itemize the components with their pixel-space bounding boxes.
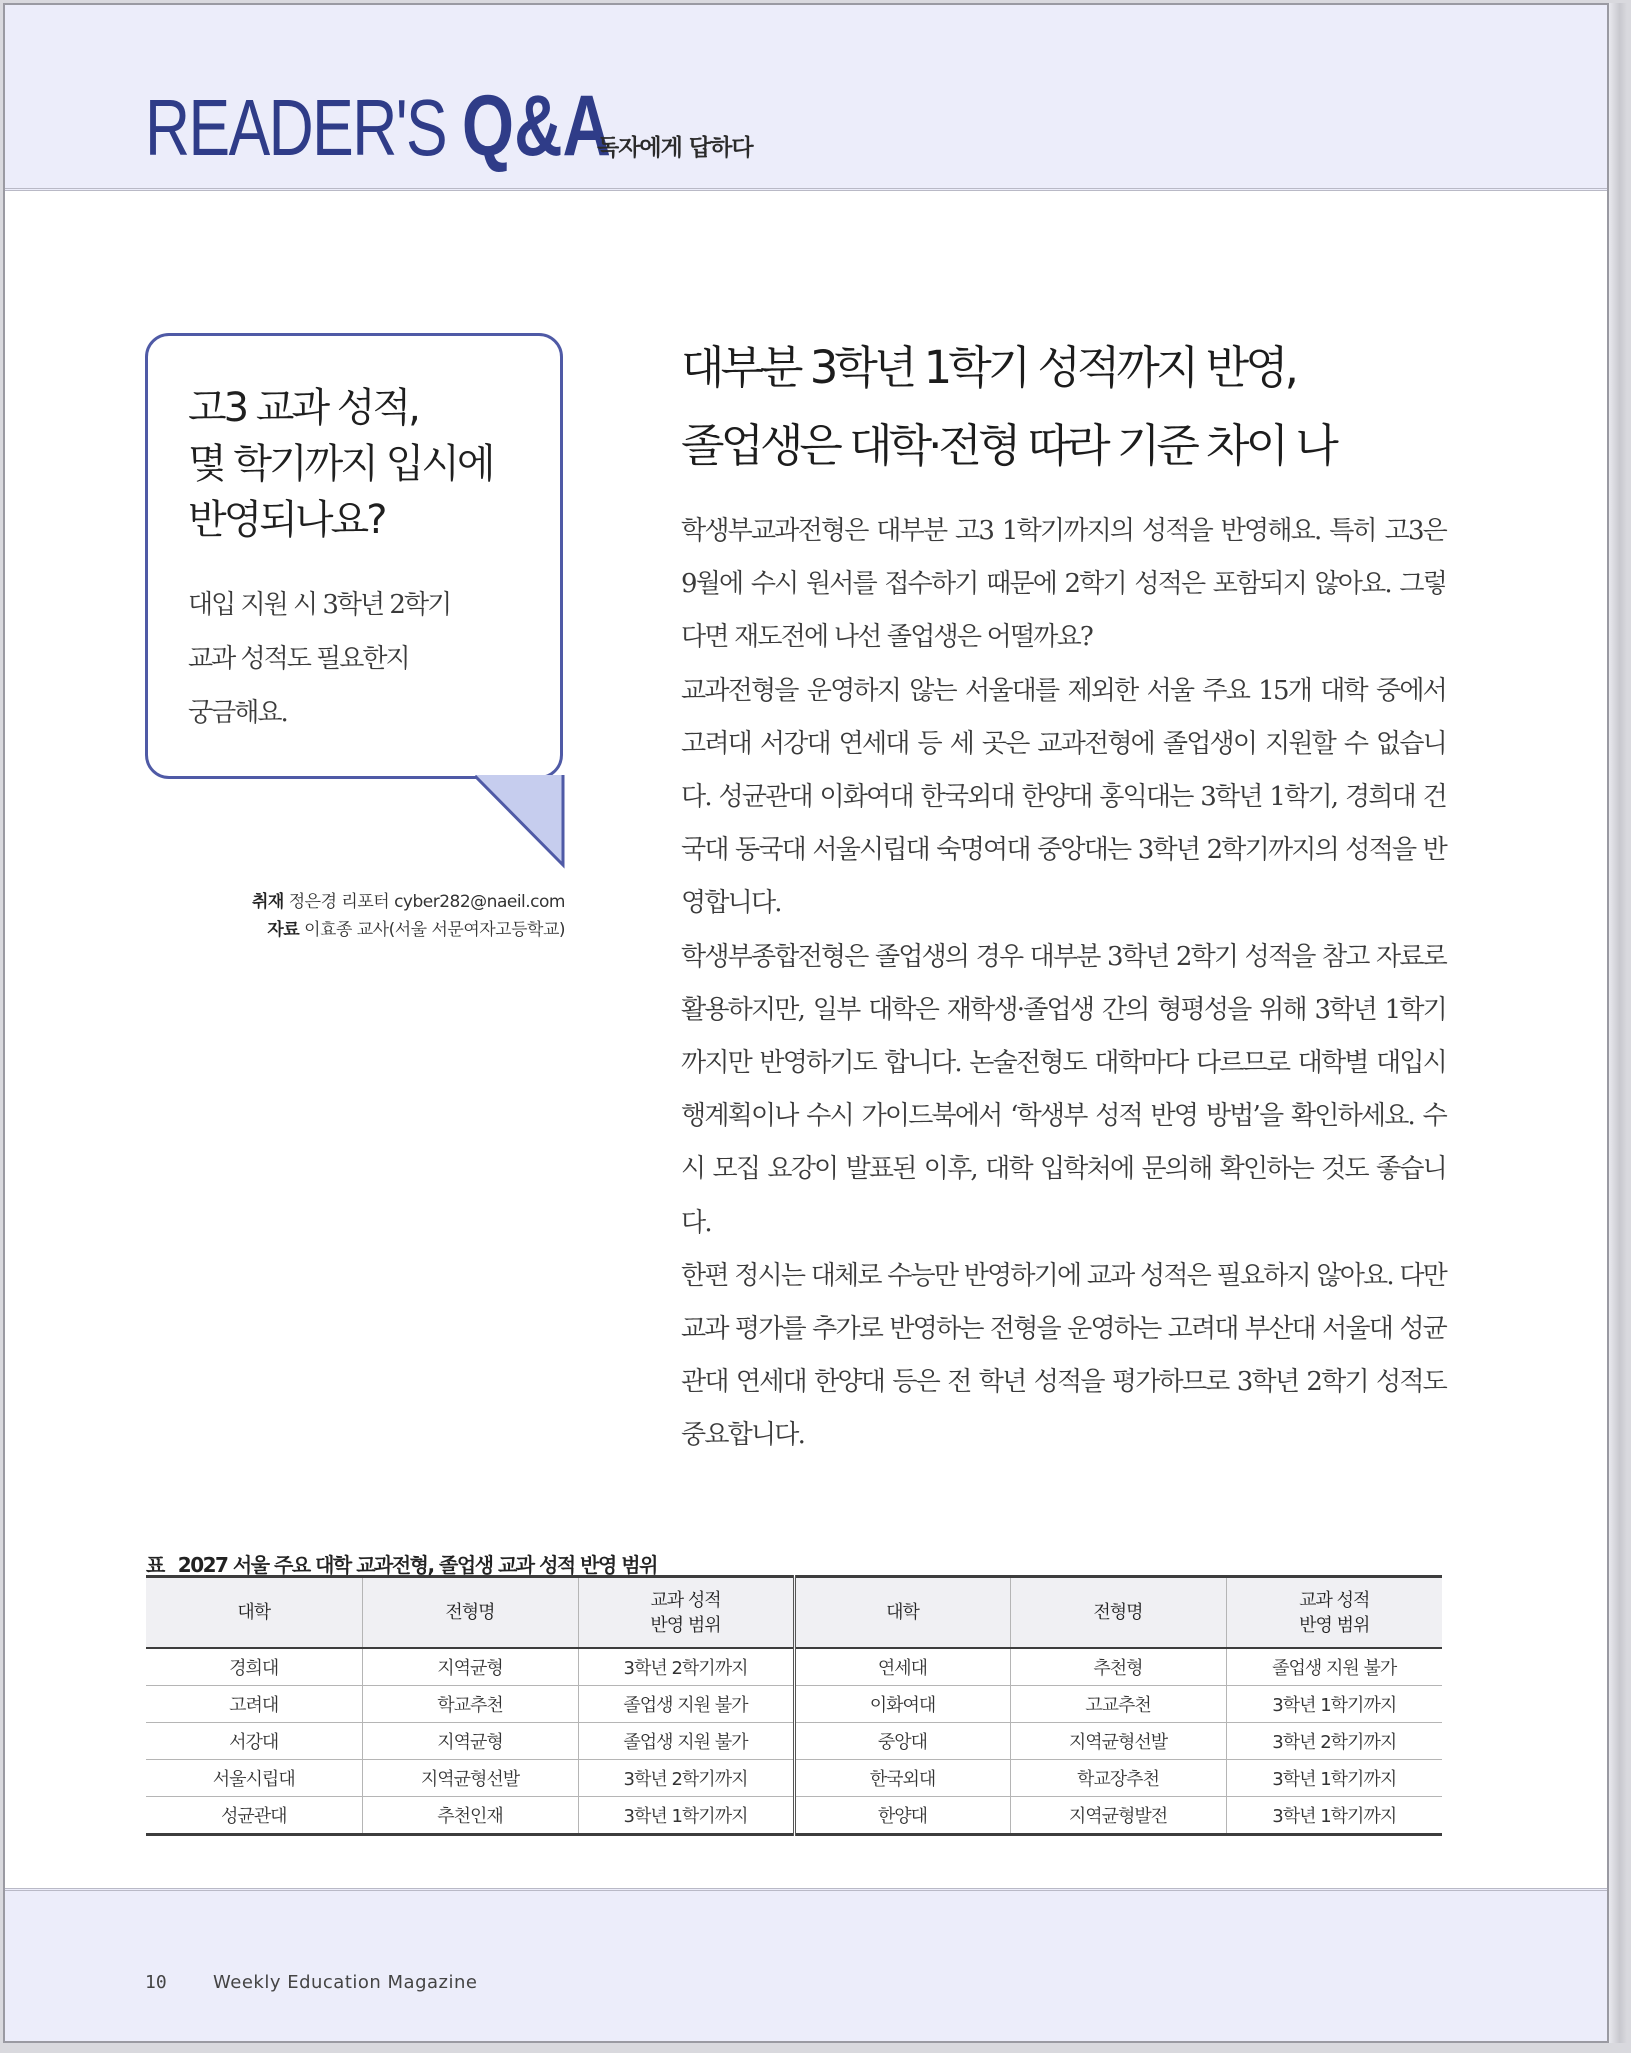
magazine-name: Weekly Education Magazine (213, 1972, 478, 1993)
table-cell: 연세대 (794, 1648, 1010, 1686)
credit-reporter (145, 888, 565, 916)
table-row (146, 1797, 1442, 1835)
table-cell: 학교장추천 (1010, 1760, 1226, 1797)
table-cell: 3학년 1학기까지 (1226, 1797, 1442, 1835)
table-cell: 졸업생 지원 불가 (578, 1723, 794, 1760)
header-university: 대학 (146, 1577, 362, 1649)
table-row (146, 1648, 1442, 1686)
table-cell: 3학년 1학기까지 (1226, 1686, 1442, 1723)
table-cell: 지역균형선발 (362, 1760, 578, 1797)
credit-source-label: 자료 (267, 920, 300, 940)
page-header (5, 5, 1607, 191)
header-grade-range: 교과 성적 반영 범위 (1226, 1577, 1442, 1649)
table-cell: 지역균형 (362, 1648, 578, 1686)
table-cell: 서울시립대 (146, 1760, 362, 1797)
table-cell: 한양대 (794, 1797, 1010, 1835)
header-track: 전형명 (362, 1577, 578, 1649)
answer-title: 대부분 3학년 1학기 성적까지 반영, 졸업생은 대학·전형 따라 기준 차이 나 (681, 341, 1335, 472)
table-cell: 졸업생 지원 불가 (578, 1686, 794, 1723)
answer-paragraph: 교과전형을 운영하지 않는 서울대를 제외한 서울 주요 15개 대학 중에서 고려대 서강대 연세대 등 세 곳은 교과전형에 졸업생이 지원할 수 없습니다. 성균관대 이화여대 한국외대 한양대 홍익대는 3학년 1학기, 경희대 건국대 동국대 서울시립대 숙명여대 중앙대는 3학년 2학기까지의 성적을 반영합니다. (681, 675, 1446, 919)
brand-bold-text: Q&A (461, 78, 611, 174)
credit-block (145, 888, 565, 944)
header-track: 전형명 (1010, 1577, 1226, 1649)
table-cell: 고교추천 (1010, 1686, 1226, 1723)
question-title: 고3 교과 성적, 몇 학기까지 입시에 반영되나요? (188, 385, 493, 543)
table-cell: 서강대 (146, 1723, 362, 1760)
credit-source (145, 916, 565, 944)
table-cell: 3학년 1학기까지 (1226, 1760, 1442, 1797)
table-cell: 지역균형발전 (1010, 1797, 1226, 1835)
admission-table (146, 1575, 1442, 1836)
table-cell: 한국외대 (794, 1760, 1010, 1797)
table-cell: 학교추천 (362, 1686, 578, 1723)
table-cell: 3학년 2학기까지 (578, 1760, 794, 1797)
table-cell: 고려대 (146, 1686, 362, 1723)
table-cell: 3학년 2학기까지 (1226, 1723, 1442, 1760)
table-cell: 성균관대 (146, 1797, 362, 1835)
magazine-page (3, 3, 1609, 2043)
question-body: 대입 지원 시 3학년 2학기 교과 성적도 필요한지 궁금해요. (188, 590, 451, 728)
table-cell: 3학년 1학기까지 (578, 1797, 794, 1835)
table-cell: 3학년 2학기까지 (578, 1648, 794, 1686)
table-cell: 추천형 (1010, 1648, 1226, 1686)
page-footer (5, 1888, 1607, 2043)
table-caption: 표_ 2027 서울 주요 대학 교과전형, 졸업생 교과 성적 반영 범위 (146, 1553, 657, 1577)
table-cell: 중앙대 (794, 1723, 1010, 1760)
page-edge-shadow (1609, 3, 1627, 2043)
section-brand (145, 77, 611, 176)
answer-paragraph: 한편 정시는 대체로 수능만 반영하기에 교과 성적은 필요하지 않아요. 다만 교과 평가를 추가로 반영하는 전형을 운영하는 고려대 부산대 서울대 성균관대 연세대 한양대 등은 전 학년 성적을 평가하므로 3학년 2학기 성적도 중요합니다. (681, 1260, 1446, 1451)
section-subtitle: 독자에게 답하다 (597, 135, 753, 161)
table-row (146, 1686, 1442, 1723)
table-cell: 지역균형 (362, 1723, 578, 1760)
table-cell: 지역균형선발 (1010, 1723, 1226, 1760)
table-cell: 경희대 (146, 1648, 362, 1686)
header-grade-range: 교과 성적 반영 범위 (578, 1577, 794, 1649)
brand-light-text: READER'S (145, 83, 462, 172)
table-cell: 추천인재 (362, 1797, 578, 1835)
table-cell: 이화여대 (794, 1686, 1010, 1723)
table-row (146, 1760, 1442, 1797)
answer-paragraph: 학생부교과전형은 대부분 고3 1학기까지의 성적을 반영해요. 특히 고3은 9월에 수시 원서를 접수하기 때문에 2학기 성적은 포함되지 않아요. 그렇다면 재도전에 나선 졸업생은 어떨까요? (681, 516, 1446, 653)
header-university: 대학 (794, 1577, 1010, 1649)
table-header-row (146, 1577, 1442, 1649)
speech-bubble-tail-icon (475, 775, 565, 869)
credit-source-value: 이효종 교사(서울 서문여자고등학교) (304, 920, 565, 940)
table-cell: 졸업생 지원 불가 (1226, 1648, 1442, 1686)
page-number: 10 (145, 1972, 167, 1993)
answer-body (681, 505, 1446, 1463)
credit-reporter-value: 정은경 리포터 cyber282@naeil.com (288, 892, 565, 912)
answer-paragraph: 학생부종합전형은 졸업생의 경우 대부분 3학년 2학기 성적을 참고 자료로 활용하지만, 일부 대학은 재학생·졸업생 간의 형평성을 위해 3학년 1학기까지만 반영하기도 합니다. 논술전형도 대학마다 다르므로 대학별 대입시행계획이나 수시 가이드북에서 ‘학생부 성적 반영 방법’을 확인하세요. 수시 모집 요강이 발표된 이후, 대학 입학처에 문의해 확인하는 것도 좋습니다. (681, 941, 1446, 1238)
question-bubble (145, 333, 563, 779)
credit-reporter-label: 취재 (251, 892, 284, 912)
table-row (146, 1723, 1442, 1760)
